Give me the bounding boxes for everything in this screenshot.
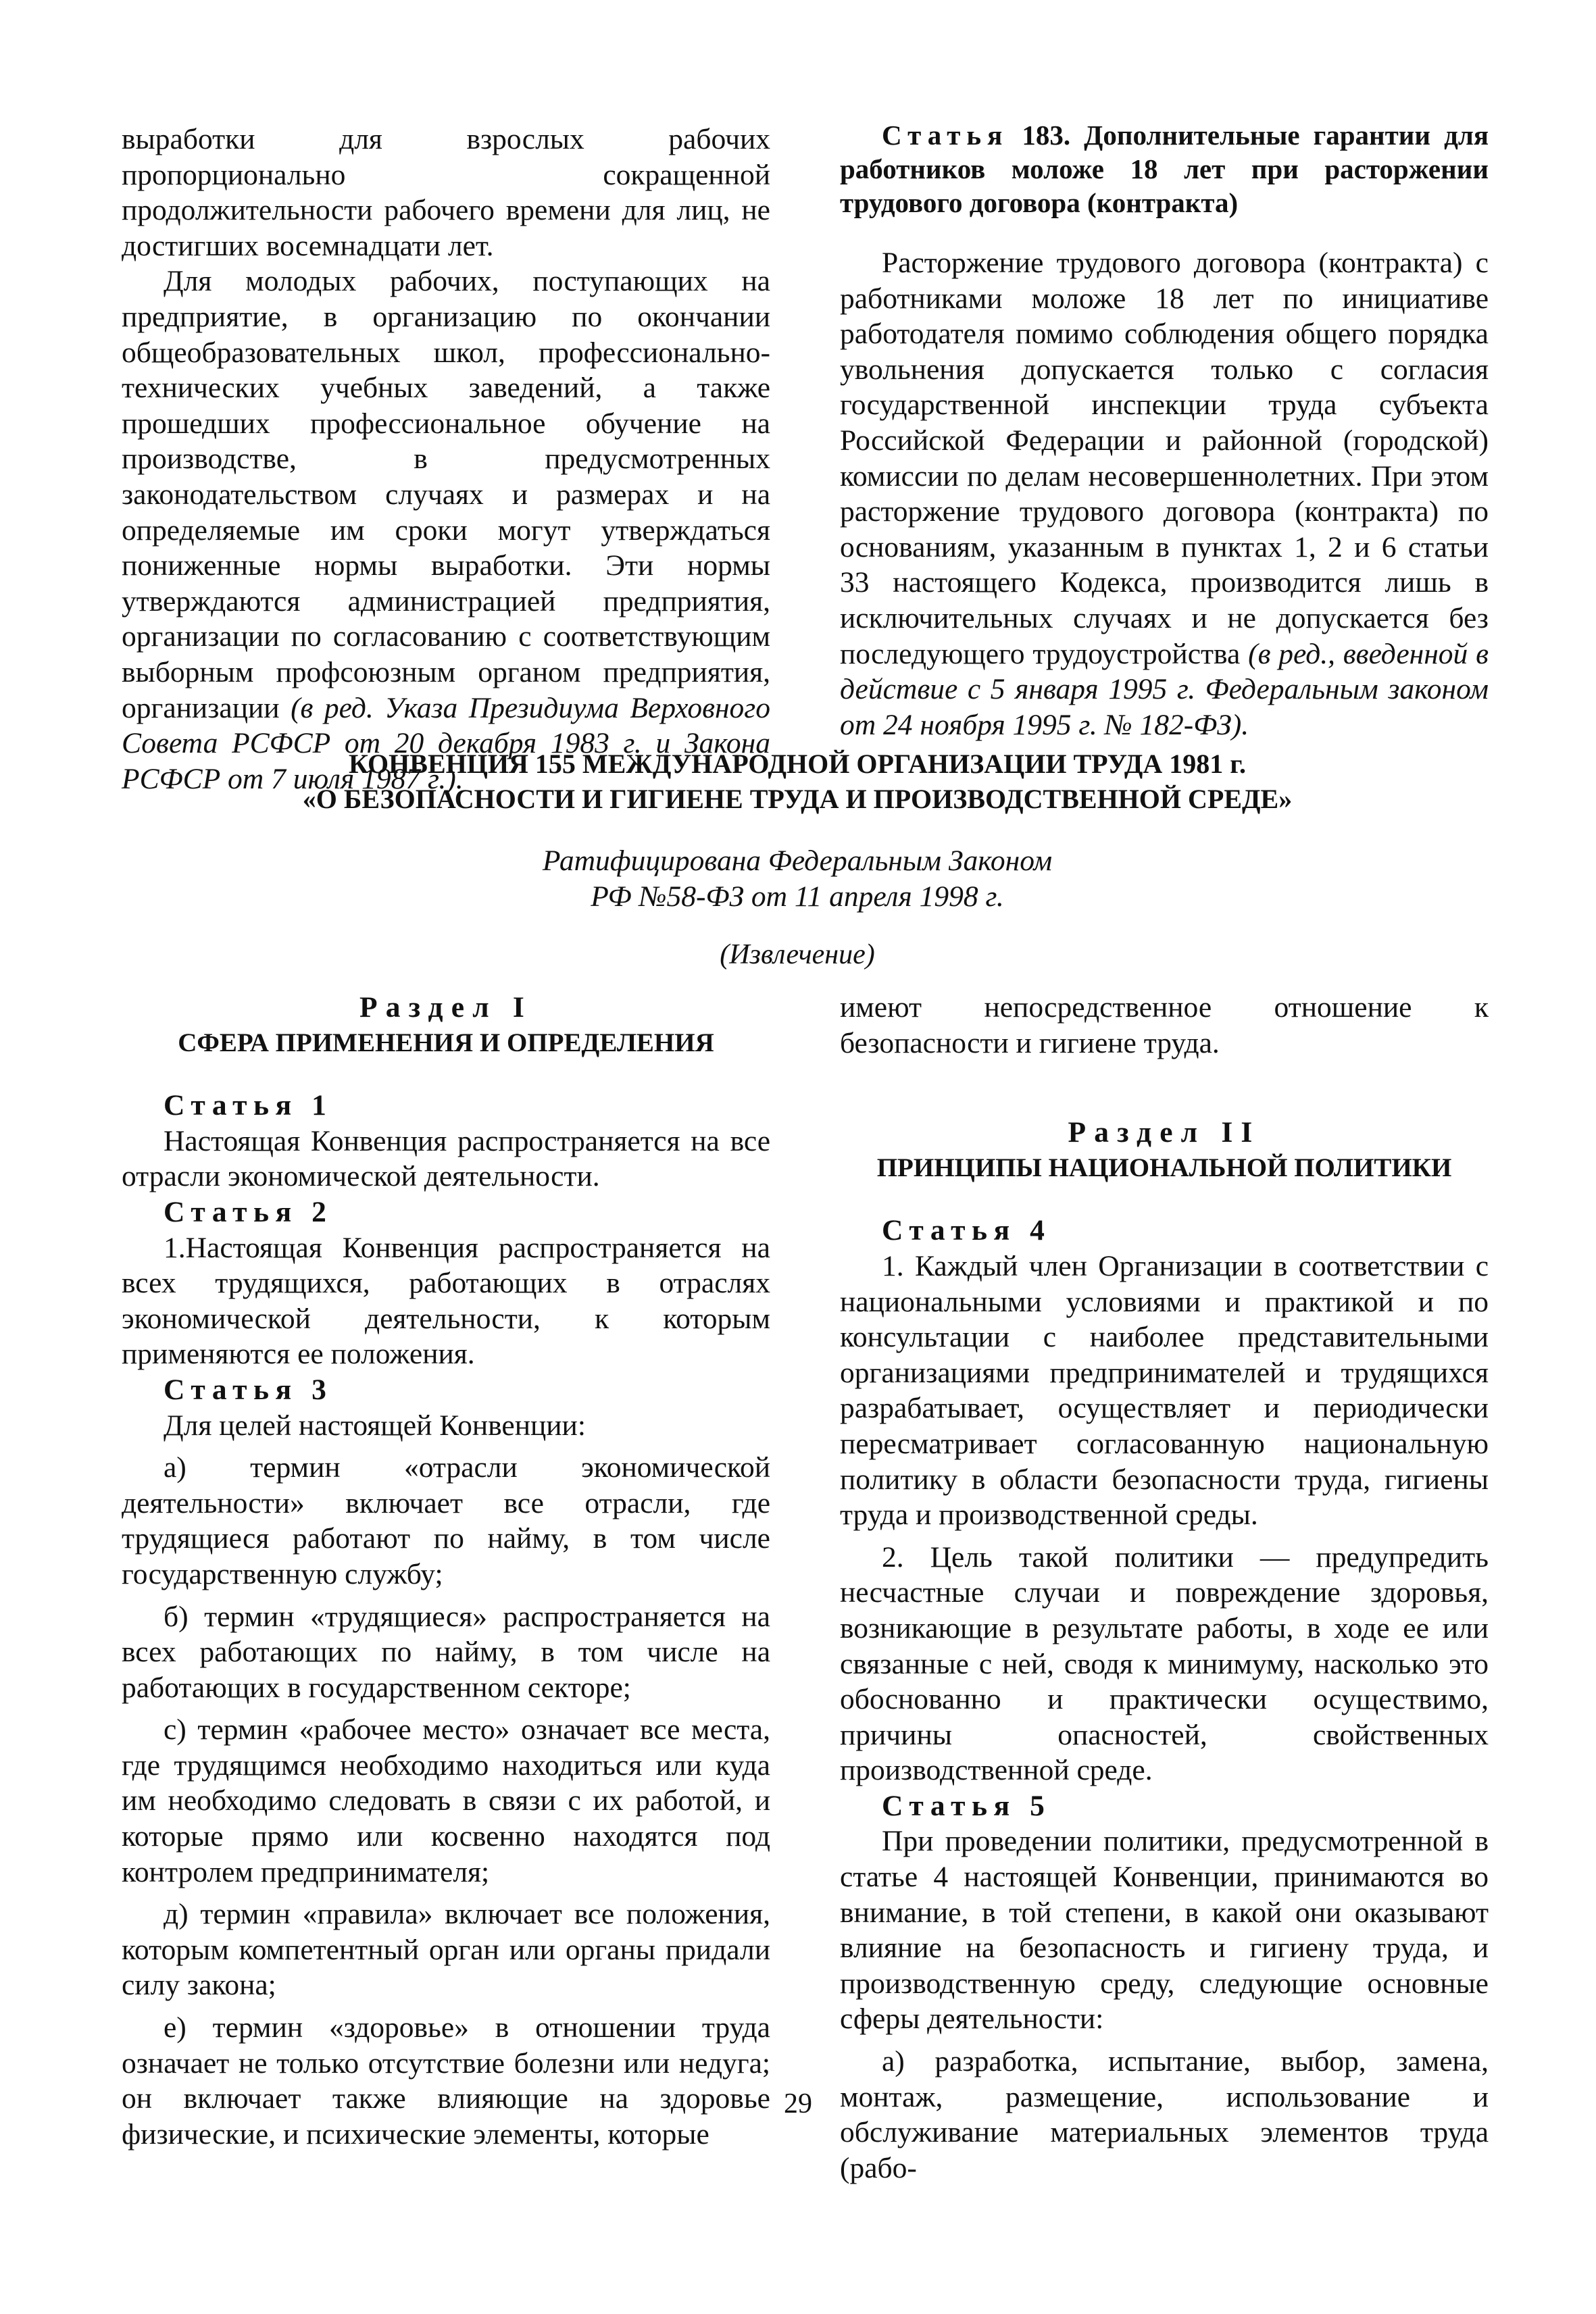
paragraph: выработки для взрослых рабочих пропорционально сокращенной продолжительности рабочего времени для лиц, не достигших восемнадцати лет.: [122, 123, 770, 262]
paragraph: [122, 263, 770, 797]
ratification-note: [122, 843, 1473, 915]
article-1-label: Статья 1: [164, 1089, 333, 1122]
continuation-text: имеют непосредственное отношение к безопасности и гигиене труда.: [840, 991, 1489, 1059]
article-3-item-e: е) термин «здоровье» в отношении труда означает не только отсутствие болезни или недуга; он включает также влияющие на здоровье физические, и психические элементы, которые: [122, 2011, 770, 2150]
amendment-note: (в ред., введенной в действие с 5 января 1995 г. Федеральным законом от 24 ноября 1995 г. № 182-ФЗ).: [840, 637, 1489, 741]
article-3-item-d: д) термин «правила» включает все положения, которым компетентный орган или органы придали силу закона;: [122, 1898, 770, 2002]
paragraph-text: Расторжение трудового договора (контракта) с работниками моложе 18 лет по инициативе работодателя помимо соблюдения общего порядка увольнения допускается только с согласия государственной инспекции труда субъекта Российской Федерации и районной (городской) комиссии по делам несовершеннолетних. При этом расторжение трудового договора (контракта) по основаниям, указанным в пунктах 1, 2 и 6 статьи 33 настоящего Кодекса, производится лишь в исключительных случаях и не допускается без последующего трудоустройства: [840, 247, 1489, 670]
section-number: Раздел I: [359, 991, 532, 1024]
convention-title-line1: КОНВЕНЦИЯ 155 МЕЖДУНАРОДНОЙ ОРГАНИЗАЦИИ ТРУДА 1981 г.: [349, 749, 1246, 779]
article-3-item-b: б) термин «трудящиеся» распространяется на всех работающих по найму, в том числе на работающих в государственном секторе;: [122, 1600, 770, 1704]
ratified-line1: Ратифицирована Федеральным Законом: [542, 845, 1053, 877]
ratified-line2: РФ №58-ФЗ от 11 апреля 1998 г.: [591, 880, 1004, 913]
paragraph-text: Для молодых рабочих, поступающих на предприятие, в организацию по окончании общеобразовательных школ, профессионально-технических учебных заведений, а также прошедших профессиональное обучение на производстве, в предусмотренных законодательством случаях и размерах и на определяемые им сроки могут утверждаться пониженные нормы выработки. Эти нормы утверждаются администрацией предприятия, организации по согласованию с соответствующим выборным профсоюзным органом предприятия, организации: [122, 265, 770, 724]
article-4-para-1: 1. Каждый член Организации в соответствии с национальными условиями и практикой и по консультации с наиболее представительными организациями предпринимателей и трудящихся разрабатывает, осуществляет и периодически пересматривает согласованную национальную политику в области безопасности труда, гигиены труда и производственной среды.: [840, 1249, 1489, 1532]
article-3-item-c: с) термин «рабочее место» означает все места, где трудящимся необходимо находиться или куда им необходимо следовать в связи с их работой, и которые прямо или косвенно находятся под контролем предпринимателя;: [122, 1713, 770, 1888]
top-right-column: [840, 118, 1489, 743]
top-left-column: [122, 122, 770, 797]
article-3-item-a: а) термин «отрасли экономической деятельности» включает все отрасли, где трудящиеся работают по найму, в том числе государственную службу;: [122, 1451, 770, 1590]
article-2-label: Статья 2: [164, 1195, 333, 1228]
article-title: 183. Дополнительные гарантии для работников моложе 18 лет при расторжении трудового договора (контракта): [840, 120, 1489, 218]
section-number: Раздел II: [1068, 1116, 1261, 1149]
article-5-label: Статья 5: [882, 1789, 1051, 1822]
article-183-heading: [840, 118, 1489, 220]
page-number: 29: [784, 2088, 812, 2119]
article-3-intro: Для целей настоящей Конвенции:: [164, 1409, 586, 1442]
left-main-column: [122, 990, 770, 2152]
section-title: ПРИНЦИПЫ НАЦИОНАЛЬНОЙ ПОЛИТИКИ: [876, 1153, 1452, 1182]
article-4-para-2: 2. Цель такой политики — предупредить несчастные случаи и повреждение здоровья, возникающие в результате работы, в ходе ее или связанные с ней, сводя к минимуму, насколько это обоснованно и практически осуществимо, причины опасностей, свойственных производственной среде.: [840, 1540, 1489, 1787]
article-1-text: Настоящая Конвенция распространяется на все отрасли экономической деятельности.: [122, 1124, 770, 1193]
right-main-column: [840, 990, 1489, 2186]
article-4-label: Статья 4: [882, 1214, 1051, 1247]
article-5-item-a: а) разработка, испытание, выбор, замена, монтаж, размещение, использование и обслуживание материальных элементов труда (рабо-: [840, 2045, 1489, 2184]
article-label: Статья: [882, 120, 1009, 151]
article-5-para-1: При проведении политики, предусмотренной в статье 4 настоящей Конвенции, принимаются во внимание, в той степени, в какой они оказывают влияние на безопасность и гигиену труда, и производственную среду, следующие основные сферы деятельности:: [840, 1825, 1489, 2036]
convention-title-line2: «О БЕЗОПАСНОСТИ И ГИГИЕНЕ ТРУДА И ПРОИЗВОДСТВЕННОЙ СРЕДЕ»: [302, 784, 1293, 814]
extract-note: (Извлечение): [720, 939, 875, 970]
amendment-note: (в ред. Указа Президиума Верховного Совета РСФСР от 20 декабря 1983 г. и Закона РСФСР от 7 июля 1987 г.).: [122, 691, 771, 795]
convention-heading: [122, 747, 1473, 817]
paragraph: [840, 245, 1489, 743]
article-3-label: Статья 3: [164, 1373, 333, 1406]
section-title: СФЕРА ПРИМЕНЕНИЯ И ОПРЕДЕЛЕНИЯ: [178, 1028, 714, 1057]
article-2-text: 1.Настоящая Конвенция распространяется на всех трудящихся, работающих в отраслях экономической деятельности, к которым применяются ее положения.: [122, 1231, 770, 1371]
